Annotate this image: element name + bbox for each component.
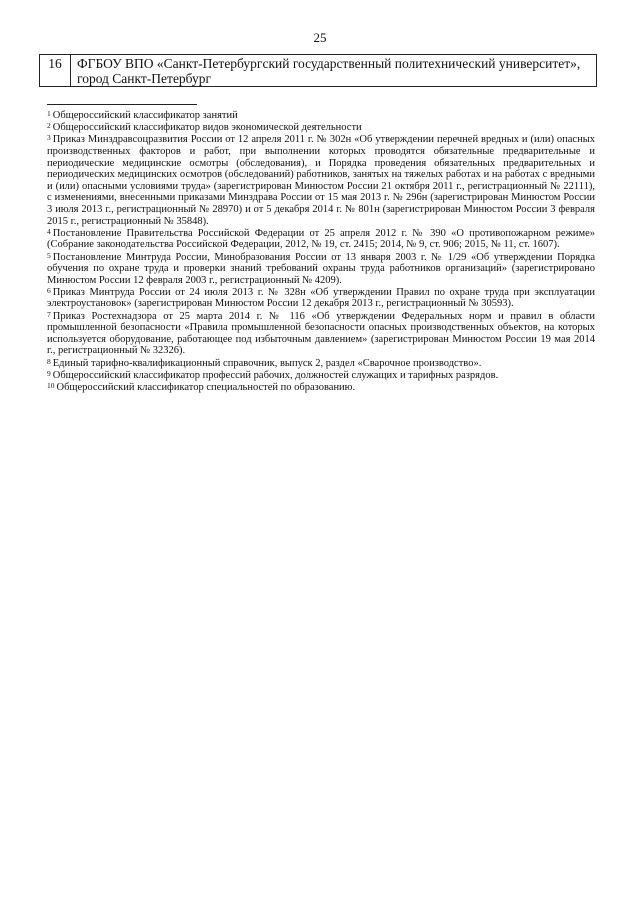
footnote-text: Общероссийский классификатор специальностей по образованию. bbox=[56, 382, 356, 393]
footnote-mark: 10 bbox=[47, 381, 55, 390]
organization-table bbox=[39, 54, 597, 87]
footnote-10 bbox=[47, 382, 595, 394]
footnote-mark: 1 bbox=[47, 109, 51, 118]
footnote-4 bbox=[47, 228, 595, 251]
footnote-text: Приказ Минтруда России от 24 июля 2013 г. № 328н «Об утверждении Правил по охране труда при эксплуатации электроустановок» (зарегистрирован Минюстом России 12 декабря 2013 г., регистрационный № 30593). bbox=[47, 286, 595, 310]
footnote-text: Постановление Минтруда России, Минобразования России от 13 января 2003 г. № 1/29 «Об утверждении Порядка обучения по охране труда и проверки знаний требований охраны труда работников организаций» (зарегистрировано Минюстом России 12 февраля 2003 г., регистрационный № 4209). bbox=[47, 251, 595, 286]
footnote-mark: 3 bbox=[47, 133, 51, 143]
footnote-8 bbox=[47, 358, 595, 370]
page-number: 25 bbox=[313, 30, 327, 45]
footnote-7 bbox=[47, 311, 595, 357]
footnote-mark: 4 bbox=[47, 226, 51, 236]
footnote-mark: 9 bbox=[47, 368, 51, 378]
footnotes-section bbox=[47, 110, 595, 394]
footnote-text: Приказ Минздравсоцразвития России от 12 апреля 2011 г. № 302н «Об утверждении перечней вредных и (или) опасных производственных факторов и работ, при выполнении которых проводятся обязательные предварительные и периодические медицинские осмотры (обследования), и Порядка проведения обязательных предварительных и периодических медицинских осмотров (обследований) работников, занятых на тяжелых работах и на работах с вредными и (или) опасными условиями труда» (зарегистрирован Минюстом России 21 октября 2011 г., регистрационный № 22111), с изменениями, внесенными приказами Минздрава России от 15 мая 2013 г. № 296н (зарегистрирован Минюстом России 3 июля 2013 г., регистрационный № 28970) и от 5 декабря 2014 г. № 801н (зарегистрирован Минюстом России 3 февраля 2015 г., регистрационный № 35848). bbox=[47, 134, 595, 227]
footnote-mark: 6 bbox=[47, 285, 51, 295]
footnote-mark: 5 bbox=[47, 250, 51, 260]
footnote-text: Общероссийский классификатор занятий bbox=[52, 110, 238, 121]
footnote-text: Единый тарифно-квалификационный справочник, выпуск 2, раздел «Сварочное производство». bbox=[52, 357, 482, 369]
footnote-3 bbox=[47, 134, 595, 227]
footnote-9 bbox=[47, 370, 595, 382]
footnote-5 bbox=[47, 252, 595, 287]
footnote-mark: 7 bbox=[47, 309, 51, 319]
footnote-text: Общероссийский классификатор видов экономической деятельности bbox=[52, 122, 362, 134]
footnote-separator bbox=[47, 104, 197, 105]
footnote-1 bbox=[47, 110, 595, 122]
row-number: 16 bbox=[40, 55, 71, 87]
table-row bbox=[40, 55, 597, 87]
footnote-6 bbox=[47, 287, 595, 310]
organization-name: ФГБОУ ВПО «Санкт-Петербургский государственный политехнический университет», город Санкт-Петербург bbox=[71, 55, 597, 87]
footnote-mark: 2 bbox=[47, 121, 51, 131]
footnote-text: Общероссийский классификатор профессий рабочих, должностей служащих и тарифных разрядов. bbox=[52, 369, 499, 381]
footnote-text: Постановление Правительства Российской Федерации от 25 апреля 2012 г. № 390 «О противопожарном режиме» (Собрание законодательства Российской Федерации, 2012, № 19, ст. 2415; 2014, № 9, ст. 906; 2015, № 11, ст. 1607). bbox=[47, 227, 595, 251]
footnote-2 bbox=[47, 122, 595, 134]
footnote-mark: 8 bbox=[47, 356, 51, 366]
footnote-text: Приказ Ростехнадзора от 25 марта 2014 г. № 116 «Об утверждении Федеральных норм и правил в области промышленной безопасности «Правила промышленной безопасности опасных производственных объектов, на которых используется оборудование, работающее под избыточным давлением» (зарегистрирован Минюстом России 19 мая 2014 г., регистрационный № 32326). bbox=[47, 310, 595, 357]
